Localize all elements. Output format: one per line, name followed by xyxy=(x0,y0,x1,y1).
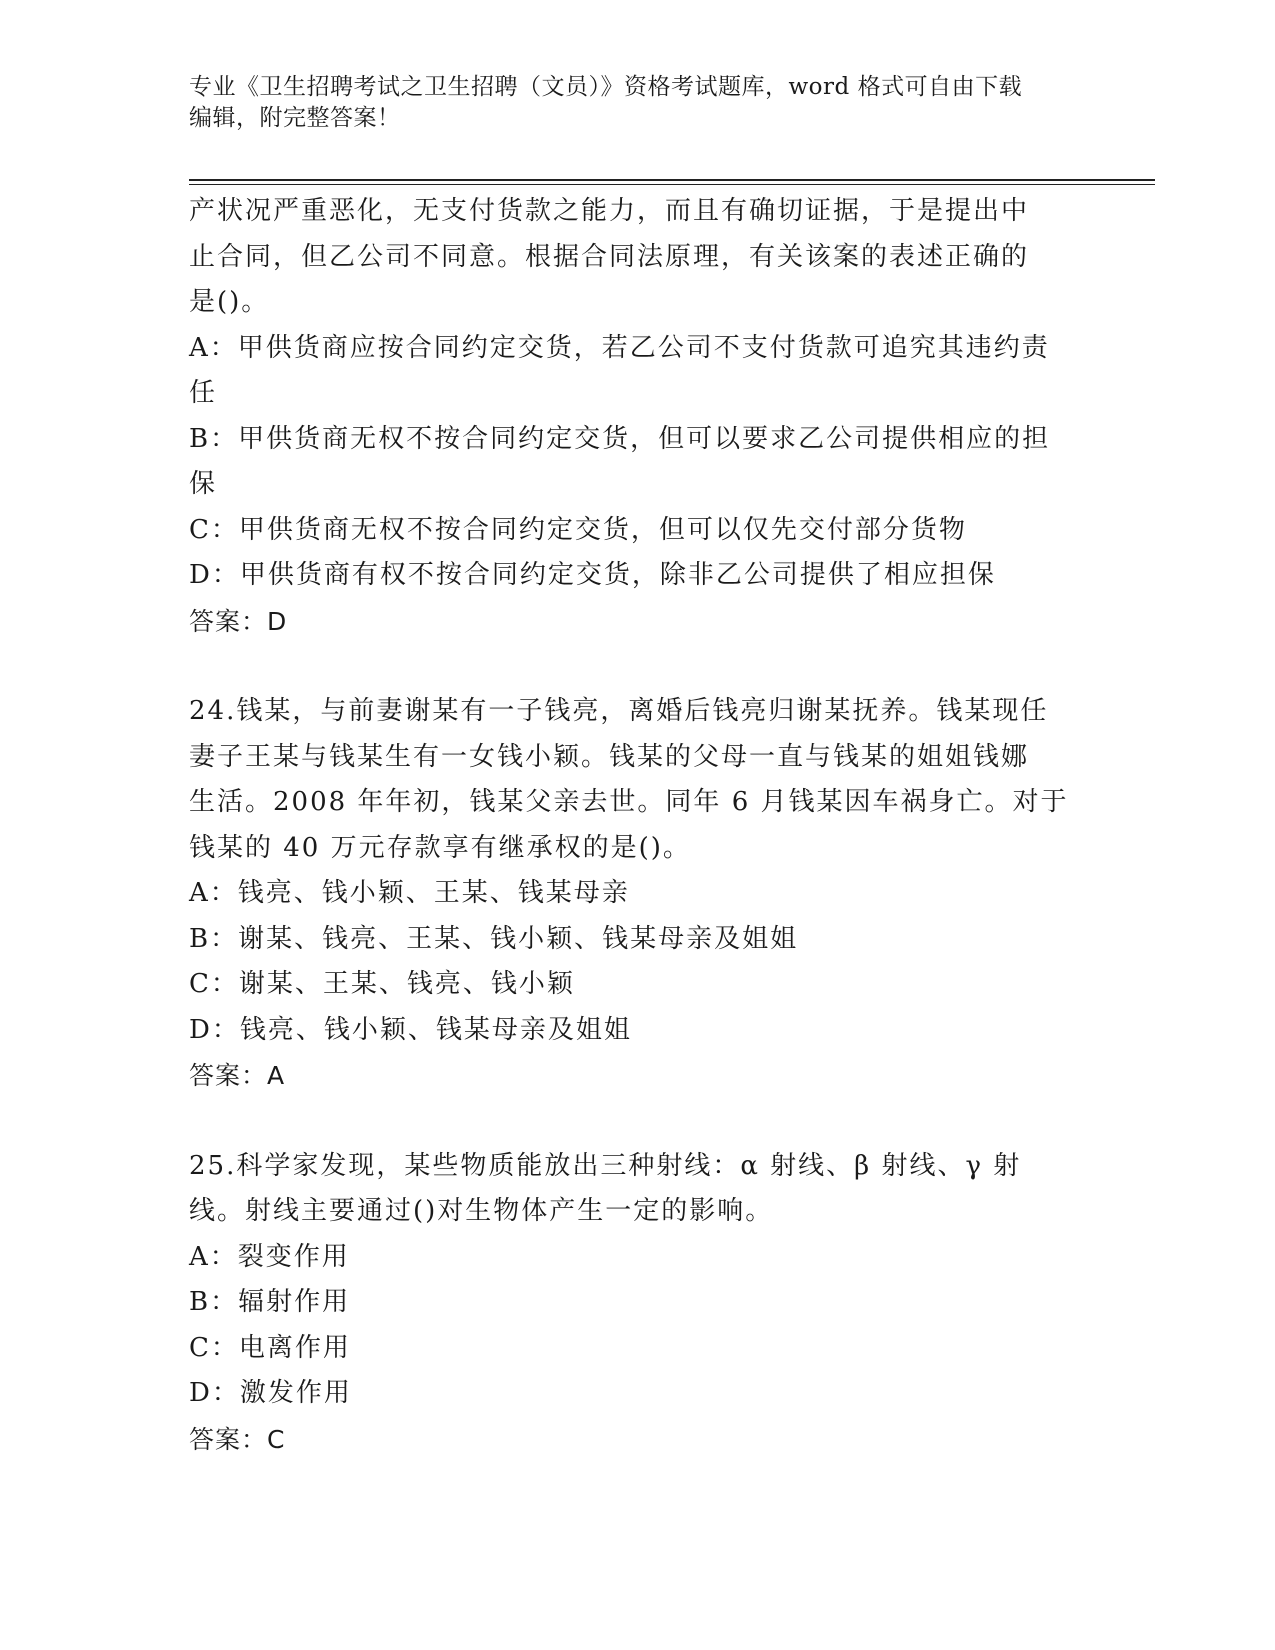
option-c: C：甲供货商无权不按合同约定交货，但可以仅先交付部分货物 xyxy=(189,514,967,545)
question-24 xyxy=(189,689,1089,1099)
option-d: D：激发作用 xyxy=(189,1378,352,1408)
question-spacer xyxy=(189,644,1089,689)
question-stem-line: 25.科学家发现，某些物质能放出三种射线：α 射线、β 射线、γ 射 xyxy=(189,1150,1022,1181)
answer-label: 答案：D xyxy=(189,606,288,636)
option-b: B：谢某、钱亮、王某、钱小颖、钱某母亲及姐姐 xyxy=(189,923,799,954)
header-line-1: 专业《卫生招聘考试之卫生招聘（文员）》资格考试题库，word 格式可自由下载 xyxy=(189,74,1023,100)
question-stem-line: 24.钱某，与前妻谢某有一子钱亮，离婚后钱亮归谢某抚养。钱某现任 xyxy=(189,696,1049,726)
question-stem-line: 产状况严重恶化，无支付货款之能力，而且有确切证据，于是提出中 xyxy=(189,196,1030,226)
option-b-line: 保 xyxy=(189,469,218,499)
question-stem-line: 妻子王某与钱某生有一女钱小颖。钱某的父母一直与钱某的姐姐钱娜 xyxy=(189,741,1030,772)
page-header xyxy=(189,72,1089,134)
question-stem-line: 生活。2008 年年初，钱某父亲去世。同年 6 月钱某因车祸身亡。对于 xyxy=(189,787,1069,817)
option-a-line: 任 xyxy=(189,378,218,408)
option-a: A：裂变作用 xyxy=(189,1241,350,1272)
question-25 xyxy=(189,1144,1089,1463)
document-body xyxy=(189,189,1089,1462)
question-stem-line: 钱某的 40 万元存款享有继承权的是()。 xyxy=(189,832,691,863)
header-line-2: 编辑，附完整答案！ xyxy=(189,105,401,131)
question-stem-line: 止合同，但乙公司不同意。根据合同法原理，有关该案的表述正确的 xyxy=(189,241,1030,272)
option-a: A：钱亮、钱小颖、王某、钱某母亲 xyxy=(189,878,630,908)
option-c: C：谢某、王某、钱亮、钱小颖 xyxy=(189,969,575,999)
question-23 xyxy=(189,189,1089,644)
option-a-line: A：甲供货商应按合同约定交货，若乙公司不支付货款可追究其违约责 xyxy=(189,332,1050,363)
question-spacer xyxy=(189,1099,1089,1144)
option-d: D：钱亮、钱小颖、钱某母亲及姐姐 xyxy=(189,1014,632,1045)
answer-label: 答案：A xyxy=(189,1061,286,1090)
question-stem-line: 线。射线主要通过()对生物体产生一定的影响。 xyxy=(189,1196,774,1226)
option-b-line: B：甲供货商无权不按合同约定交货，但可以要求乙公司提供相应的担 xyxy=(189,423,1051,454)
option-d: D：甲供货商有权不按合同约定交货，除非乙公司提供了相应担保 xyxy=(189,560,996,590)
question-stem-line: 是()。 xyxy=(189,287,270,317)
header-divider-thick xyxy=(189,179,1155,181)
option-c: C：电离作用 xyxy=(189,1332,351,1363)
header-divider-thin xyxy=(189,184,1155,185)
option-b: B：辐射作用 xyxy=(189,1287,351,1317)
answer-label: 答案：C xyxy=(189,1424,286,1454)
